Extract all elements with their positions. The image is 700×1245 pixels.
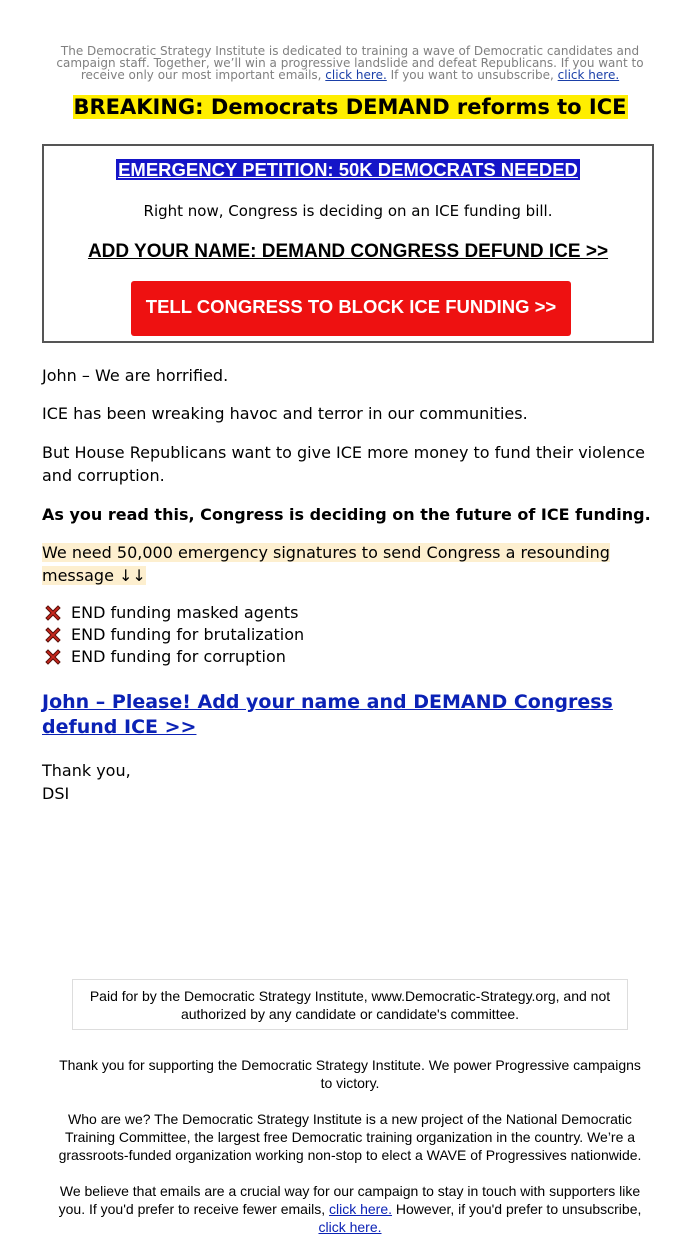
list-item (42, 602, 304, 624)
signature-request (42, 541, 652, 587)
footer-unsubscribe-link[interactable]: click here. (318, 1219, 382, 1235)
petition-title-link[interactable]: EMERGENCY PETITION: 50K DEMOCRATS NEEDED (118, 159, 578, 180)
greeting: John – We are horrified. (42, 366, 229, 385)
important-emails-link[interactable]: click here. (325, 68, 387, 82)
body-paragraph-2: But House Republicans want to give ICE more money to fund their violence and corruption. (42, 443, 645, 485)
petition-link (44, 241, 652, 263)
footer-emails (52, 1182, 648, 1236)
paid-for-disclaimer: Paid for by the Democratic Strategy Institute, www.Democratic-Strategy.org, and not authorized by any candidate or candidate's committee. (72, 979, 628, 1030)
preheader-text: The Democratic Strategy Institute is dedicated to training a wave of Democratic candidates and campaign staff. Together, we’ll win a progressive landslide and defeat Republicans. If you want to receive only our most important emails, (56, 44, 644, 82)
tell-congress-button[interactable]: TELL CONGRESS TO BLOCK ICE FUNDING >> (131, 281, 571, 336)
petition-box (42, 144, 654, 343)
petition-subtitle: Right now, Congress is deciding on an ICE funding bill. (143, 202, 553, 220)
signoff-signature: DSI (42, 784, 70, 803)
petition-title (44, 159, 652, 182)
add-your-name-link[interactable]: ADD YOUR NAME: DEMAND CONGRESS DEFUND ICE >> (87, 241, 609, 262)
footer-emails-text: We believe that emails are a crucial way for our campaign to stay in touch with supporters like you. If you'd prefer to receive fewer emails, (58, 1183, 641, 1217)
cta-link-block (42, 690, 652, 740)
preheader-unsubscribe-text: If you want to unsubscribe, (390, 68, 554, 82)
headline-text: BREAKING: Democrats DEMAND reforms to ICE (73, 95, 627, 119)
list-item (42, 624, 304, 646)
list-item-text: END funding for corruption (71, 647, 286, 666)
signature-request-text: We need 50,000 emergency signatures to send Congress a resounding message ↓↓ (42, 543, 610, 585)
add-name-cta-link[interactable]: John – Please! Add your name and DEMAND Congress defund ICE >> (42, 691, 613, 738)
list-item (42, 646, 304, 668)
footer-thanks: Thank you for supporting the Democratic Strategy Institute. We power Progressive campaigns to victory. (59, 1057, 641, 1091)
x-mark-icon (44, 604, 62, 622)
fewer-emails-link[interactable]: click here. (328, 1201, 393, 1217)
signoff (42, 759, 131, 805)
demands-list (42, 602, 304, 668)
preheader (52, 45, 648, 81)
body-paragraph-3: As you read this, Congress is deciding on the future of ICE funding. (42, 505, 651, 524)
unsubscribe-link[interactable]: click here. (557, 68, 620, 82)
signoff-thanks: Thank you, (42, 761, 131, 780)
list-item-text: END funding masked agents (71, 603, 299, 622)
list-item-text: END funding for brutalization (71, 625, 305, 644)
headline (0, 94, 700, 122)
footer-about: Who are we? The Democratic Strategy Institute is a new project of the National Democratic Training Committee, the largest free Democratic training organization in the country. We’re a grassroots-funded organization working non-stop to elect a WAVE of Progressives nationwide. (58, 1111, 642, 1163)
footer-emails-middle: However, if you'd prefer to unsubscribe, (395, 1201, 642, 1217)
body-paragraph-1: ICE has been wreaking havoc and terror in our communities. (42, 404, 528, 423)
x-mark-icon (44, 626, 62, 644)
x-mark-icon (44, 648, 62, 666)
